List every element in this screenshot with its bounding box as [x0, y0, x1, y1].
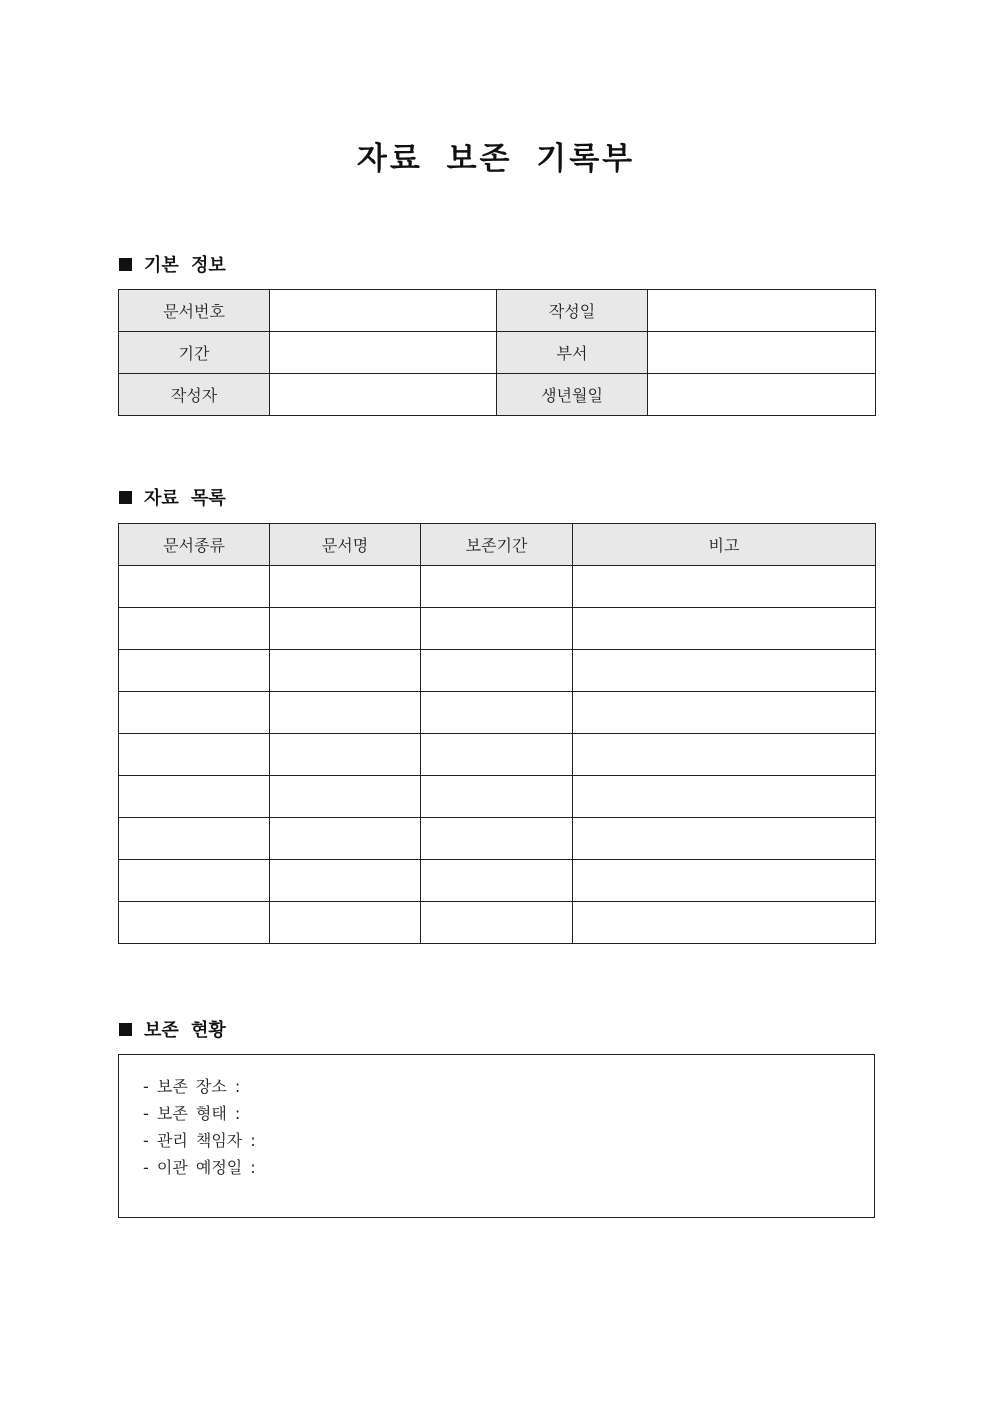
remarks-cell[interactable]	[573, 902, 876, 944]
doc-type-cell[interactable]	[119, 692, 270, 734]
remarks-cell[interactable]	[573, 776, 876, 818]
label-cell: 생년월일	[497, 374, 648, 416]
doc-type-cell[interactable]	[119, 776, 270, 818]
table-row	[119, 650, 876, 692]
column-header: 문서종류	[119, 524, 270, 566]
table-row	[119, 332, 876, 374]
table-row	[119, 608, 876, 650]
table-row	[119, 566, 876, 608]
doc-type-cell[interactable]	[119, 902, 270, 944]
retention-period-cell[interactable]	[421, 650, 573, 692]
doc-name-cell[interactable]	[270, 650, 421, 692]
table-row	[119, 692, 876, 734]
column-header: 문서명	[270, 524, 421, 566]
doc-type-cell[interactable]	[119, 608, 270, 650]
retention-period-cell[interactable]	[421, 692, 573, 734]
preservation-status-box	[118, 1054, 875, 1218]
preservation-status-heading	[119, 1017, 226, 1041]
doc-name-cell[interactable]	[270, 692, 421, 734]
author-field[interactable]	[270, 374, 497, 416]
label-cell: 부서	[497, 332, 648, 374]
basic-info-table	[118, 289, 876, 416]
table-row	[119, 374, 876, 416]
remarks-cell[interactable]	[573, 566, 876, 608]
square-bullet-icon	[119, 1023, 132, 1036]
label-cell: 기간	[119, 332, 270, 374]
table-row	[119, 860, 876, 902]
column-header: 비고	[573, 524, 876, 566]
table-row	[119, 290, 876, 332]
table-row	[119, 818, 876, 860]
table-row	[119, 776, 876, 818]
doc-type-cell[interactable]	[119, 818, 270, 860]
doc-type-cell[interactable]	[119, 734, 270, 776]
column-header: 보존기간	[421, 524, 573, 566]
retention-period-cell[interactable]	[421, 566, 573, 608]
doc-name-cell[interactable]	[270, 566, 421, 608]
remarks-cell[interactable]	[573, 818, 876, 860]
table-row	[119, 734, 876, 776]
doc-type-cell[interactable]	[119, 860, 270, 902]
label-cell: 작성일	[497, 290, 648, 332]
remarks-cell[interactable]	[573, 734, 876, 776]
table-header-row	[119, 524, 876, 566]
document-title: 자료 보존 기록부	[356, 141, 636, 177]
remarks-cell[interactable]	[573, 650, 876, 692]
remarks-cell[interactable]	[573, 860, 876, 902]
status-item-format: - 보존 형태 :	[143, 1104, 241, 1123]
label-cell: 문서번호	[119, 290, 270, 332]
material-list-heading	[119, 485, 226, 509]
status-item-manager: - 관리 책임자 :	[143, 1131, 256, 1150]
retention-period-cell[interactable]	[421, 818, 573, 860]
retention-period-cell[interactable]	[421, 776, 573, 818]
basic-info-heading	[119, 252, 226, 276]
doc-name-cell[interactable]	[270, 734, 421, 776]
basic-info-heading-label: 기본 정보	[144, 255, 226, 276]
doc-name-cell[interactable]	[270, 818, 421, 860]
status-list	[119, 1055, 874, 1181]
remarks-cell[interactable]	[573, 692, 876, 734]
doc-name-cell[interactable]	[270, 860, 421, 902]
period-field[interactable]	[270, 332, 497, 374]
doc-name-cell[interactable]	[270, 902, 421, 944]
status-item-transfer-date: - 이관 예정일 :	[143, 1158, 256, 1177]
material-list-table	[118, 523, 876, 944]
retention-period-cell[interactable]	[421, 608, 573, 650]
doc-type-cell[interactable]	[119, 566, 270, 608]
created-date-field[interactable]	[648, 290, 876, 332]
square-bullet-icon	[119, 491, 132, 504]
retention-period-cell[interactable]	[421, 734, 573, 776]
square-bullet-icon	[119, 258, 132, 271]
doc-type-cell[interactable]	[119, 650, 270, 692]
material-list-body	[119, 566, 876, 944]
document-number-field[interactable]	[270, 290, 497, 332]
department-field[interactable]	[648, 332, 876, 374]
doc-name-cell[interactable]	[270, 776, 421, 818]
remarks-cell[interactable]	[573, 608, 876, 650]
doc-name-cell[interactable]	[270, 608, 421, 650]
retention-period-cell[interactable]	[421, 860, 573, 902]
retention-period-cell[interactable]	[421, 902, 573, 944]
preservation-status-heading-label: 보존 현황	[144, 1020, 226, 1041]
label-cell: 작성자	[119, 374, 270, 416]
material-list-heading-label: 자료 목록	[144, 488, 226, 509]
birthdate-field[interactable]	[648, 374, 876, 416]
table-row	[119, 902, 876, 944]
status-item-location: - 보존 장소 :	[143, 1077, 241, 1096]
